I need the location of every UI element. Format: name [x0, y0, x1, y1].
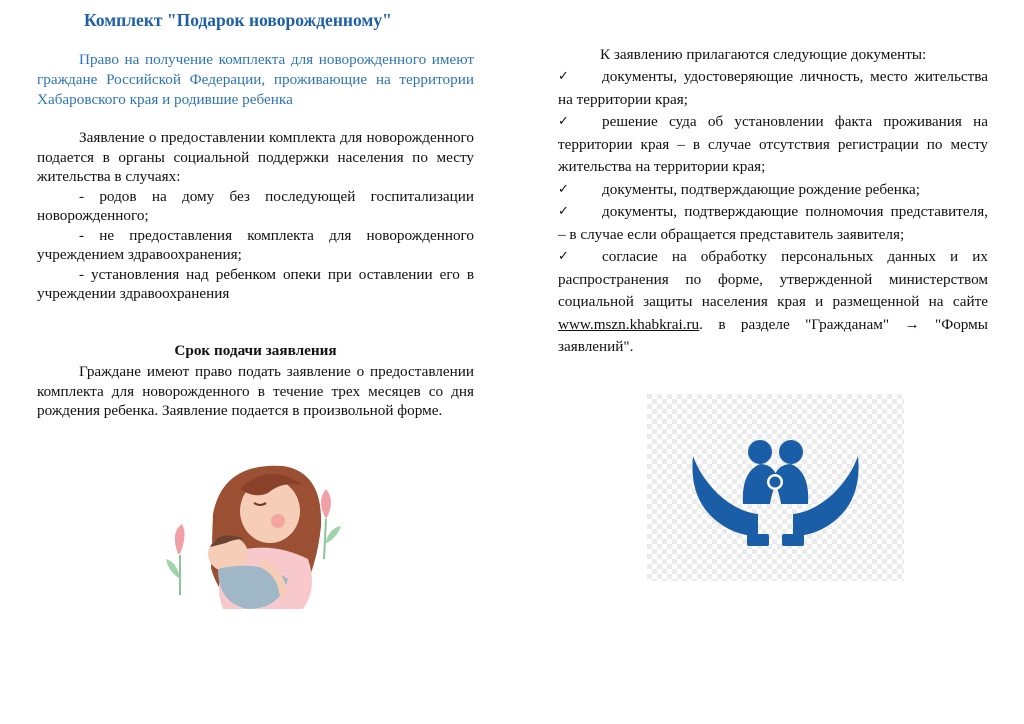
page-title: Комплект "Подарок новорожденному": [84, 10, 392, 30]
check-icon: ✓: [558, 204, 569, 219]
mother-baby-illustration: [158, 459, 348, 614]
document-text: документы, подтверждающие рождение ребенка;: [602, 180, 920, 198]
document-text: решение суда об установлении факта проживания на территории края – в случае отсутствия регистрации по месту жительства на территории края;: [558, 113, 988, 175]
list-item: [558, 201, 988, 246]
application-lead: Заявление о предоставлении комплекта для новорожденного подается в органы социальной поддержки населения по месту жительства в случаях:: [37, 129, 474, 185]
check-icon: ✓: [558, 114, 569, 129]
consent-text: согласие на обработку персональных данных и их распространения по форме, утвержденной министерством социальной защиты населения края и размещенной на сайте: [558, 248, 988, 310]
document-text: документы, удостоверяющие личность, место жительства на территории края;: [558, 68, 988, 108]
application-block: [37, 128, 474, 304]
list-item: [558, 66, 988, 111]
term-block: [37, 362, 474, 421]
list-item: [558, 246, 988, 359]
case-item: - не предоставления комплекта для новорожденного учреждением здравоохранения;: [37, 226, 474, 263]
list-item: [558, 111, 988, 179]
check-icon: ✓: [558, 69, 569, 84]
term-heading: Срок подачи заявления: [174, 342, 337, 359]
arrow-right-icon: →: [904, 315, 920, 333]
flower-icon: [166, 524, 185, 595]
family-protection-hands-icon: [647, 394, 904, 581]
ministry-site-link[interactable]: www.mszn.khabkrai.ru: [558, 315, 700, 333]
section-text: . в разделе "Гражданам": [699, 315, 890, 333]
documents-heading: К заявлению прилагаются следующие документы:: [600, 46, 927, 63]
list-item: [558, 179, 988, 202]
documents-list: [558, 66, 988, 359]
term-text: Граждане имеют право подать заявление о предоставлении комплекта для новорожденного в течение трех месяцев со дня рождения ребенка. Заявление подается в произвольной форме.: [37, 363, 474, 419]
case-item: - установления над ребенком опеки при оставлении его в учреждении здравоохранения: [37, 265, 474, 302]
check-icon: ✓: [558, 249, 569, 264]
document-text: документы, подтверждающие полномочия представителя, – в случае если обращается представитель заявителя;: [558, 203, 988, 243]
forms-section-text: "Формы заявлений".: [558, 315, 988, 355]
eligibility-intro: Право на получение комплекта для новорожденного имеют граждане Российской Федерации, проживающие на территории Хабаровского края и родившие ребенка: [37, 51, 474, 108]
case-item: - родов на дому без последующей госпитализации новорожденного;: [37, 187, 474, 224]
check-icon: ✓: [558, 181, 569, 197]
